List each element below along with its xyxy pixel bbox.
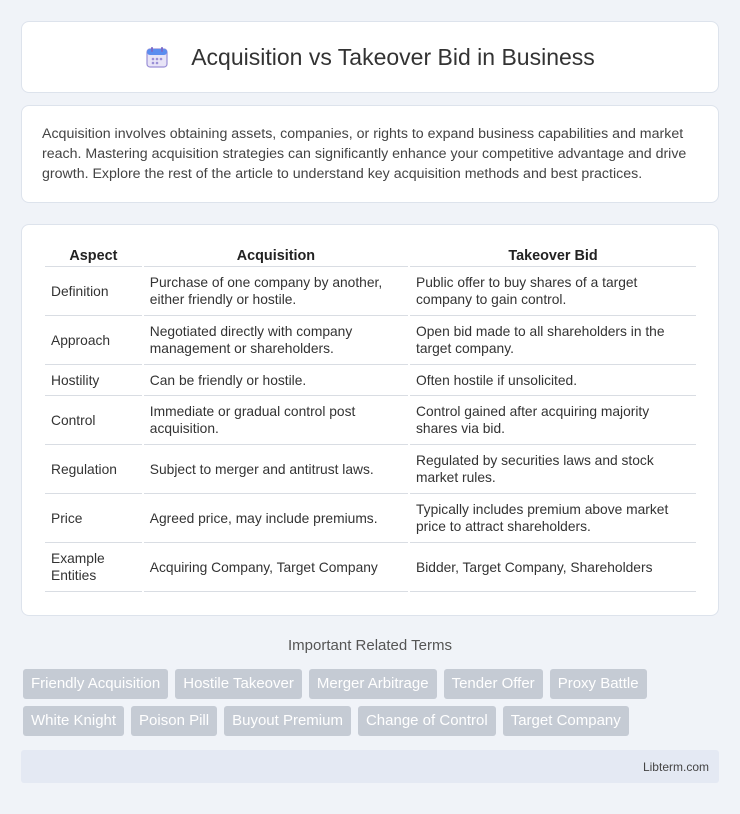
row-aspect: Approach xyxy=(45,316,142,365)
related-terms-title: Important Related Terms xyxy=(288,637,452,654)
calendar-icon xyxy=(145,45,169,69)
header-acquisition: Acquisition xyxy=(144,241,408,267)
row-aspect: Control xyxy=(45,396,142,445)
tag-tender-offer[interactable]: Tender Offer xyxy=(444,669,543,699)
row-takeover-bid: Control gained after acquiring majority shares via bid. xyxy=(410,396,696,445)
table-row xyxy=(45,316,696,365)
table-row xyxy=(45,396,696,445)
intro-card xyxy=(21,105,719,203)
tag-target-company[interactable]: Target Company xyxy=(503,706,629,736)
tag-hostile-takeover[interactable]: Hostile Takeover xyxy=(175,669,302,699)
tag-friendly-acquisition[interactable]: Friendly Acquisition xyxy=(23,669,168,699)
footer xyxy=(21,750,719,783)
title-card xyxy=(21,21,719,93)
intro-text: Acquisition involves obtaining assets, companies, or rights to expand business capabilities and market reach. Mastering acquisition strategies can significantly enhance your competitive advantage and drive growth. Explore the rest of the article to understand key acquisition methods and best practices. xyxy=(42,126,687,182)
table-row xyxy=(45,267,696,316)
row-takeover-bid: Often hostile if unsolicited. xyxy=(410,365,696,396)
tag-change-of-control[interactable]: Change of Control xyxy=(358,706,496,736)
row-takeover-bid: Open bid made to all shareholders in the target company. xyxy=(410,316,696,365)
footer-brand-link[interactable]: Libterm.com xyxy=(642,760,709,774)
row-aspect: Definition xyxy=(45,267,142,316)
row-takeover-bid: Regulated by securities laws and stock market rules. xyxy=(410,445,696,494)
row-takeover-bid: Public offer to buy shares of a target company to gain control. xyxy=(410,267,696,316)
row-acquisition: Subject to merger and antitrust laws. xyxy=(144,445,408,494)
row-aspect: Price xyxy=(45,494,142,543)
tag-row xyxy=(23,669,723,699)
row-aspect: Regulation xyxy=(45,445,142,494)
tag-proxy-battle[interactable]: Proxy Battle xyxy=(550,669,647,699)
row-acquisition: Acquiring Company, Target Company xyxy=(144,543,408,592)
row-aspect: Example Entities xyxy=(45,543,142,592)
tag-row xyxy=(23,706,723,736)
row-acquisition: Immediate or gradual control post acquisition. xyxy=(144,396,408,445)
table-header-row xyxy=(45,241,696,267)
row-takeover-bid: Bidder, Target Company, Shareholders xyxy=(410,543,696,592)
table-row xyxy=(45,365,696,396)
row-acquisition: Negotiated directly with company management or shareholders. xyxy=(144,316,408,365)
tag-poison-pill[interactable]: Poison Pill xyxy=(131,706,217,736)
page-title: Acquisition vs Takeover Bid in Business xyxy=(191,43,595,70)
row-acquisition: Can be friendly or hostile. xyxy=(144,365,408,396)
related-terms-tags xyxy=(23,669,723,743)
comparison-table xyxy=(43,241,698,592)
tag-white-knight[interactable]: White Knight xyxy=(23,706,124,736)
header-takeover-bid: Takeover Bid xyxy=(410,241,696,267)
table-row xyxy=(45,445,696,494)
table-row xyxy=(45,543,696,592)
row-aspect: Hostility xyxy=(45,365,142,396)
row-acquisition: Purchase of one company by another, either friendly or hostile. xyxy=(144,267,408,316)
header-aspect: Aspect xyxy=(45,241,142,267)
comparison-table-card xyxy=(21,224,719,616)
row-acquisition: Agreed price, may include premiums. xyxy=(144,494,408,543)
table-row xyxy=(45,494,696,543)
row-takeover-bid: Typically includes premium above market price to attract shareholders. xyxy=(410,494,696,543)
tag-merger-arbitrage[interactable]: Merger Arbitrage xyxy=(309,669,437,699)
tag-buyout-premium[interactable]: Buyout Premium xyxy=(224,706,351,736)
